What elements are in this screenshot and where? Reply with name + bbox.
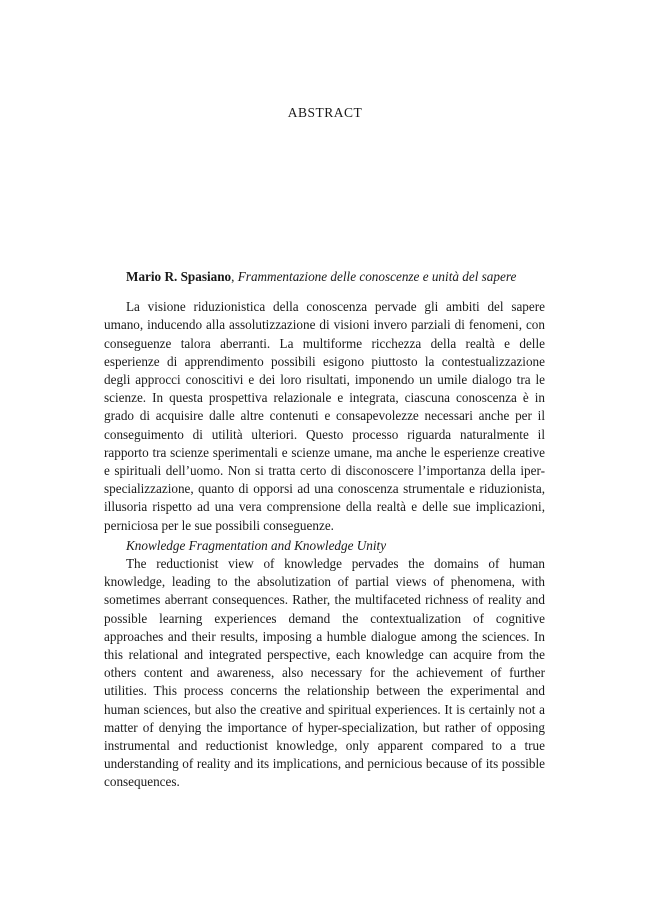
page-heading: ABSTRACT [287, 105, 363, 120]
abstract-content [104, 268, 545, 792]
article-title-english: Knowledge Fragmentation and Knowledge Unity [126, 537, 387, 553]
author-line [104, 268, 545, 286]
abstract-italian: La visione riduzionistica della conoscenza pervade gli ambiti del sapere umano, inducendo alla assolutizzazione di visioni invero parziali di fenomeni, con conseguenze talora aberranti. La multiforme ricchezza della realtà e delle esperienze di apprendimento possibili esigono piuttosto la contestualizzazione degli approcci conoscitivi e dei loro risultati, imponendo un umile dialogo tra le scienze. In questa prospettiva relazionale e integrata, ciascuna conoscenza è in grado di acquisire dalle altre contenuti e consapevolezze necessari anche per il conseguimento di utilità ulteriori. Questo processo riguarda naturalmente il rapporto tra scienze sperimentali e scienze umane, ma anche le esperienze creative e spirituali dell’uomo. Non si tratta certo di disconoscere l’importanza della iper-specializzazione, quanto di opporsi ad una conoscenza strumentale e riduzionista, illusoria rispetto ad una vera comprensione della realtà e delle sue implicazioni, perniciosa per le sue possibili conseguenze. [104, 299, 545, 533]
author-separator: , [231, 269, 238, 284]
author-name: Mario R. Spasiano [126, 269, 232, 284]
article-title-italian: Frammentazione delle conoscenze e unità del sapere [237, 269, 517, 284]
abstract-english: The reductionist view of knowledge pervades the domains of human knowledge, leading to the absolutization of partial views of phenomena, with sometimes aberrant consequences. Rather, the multifaceted richness of reality and possible learning experiences demand the contextualization of cognitive approaches and their results, imposing a humble dialogue among the sciences. In this relational and integrated perspective, each knowledge can acquire from the others content and awareness, also necessary for the achievement of further utilities. This process concerns the relationship between the experimental and human sciences, but also the creative and spiritual experiences. It is certainly not a matter of denying the importance of hyper-specialization, but rather of opposing instrumental and reductionist knowledge, only apparent compared to a true understanding of reality and its implications, and pernicious because of its possible consequences. [104, 556, 545, 790]
